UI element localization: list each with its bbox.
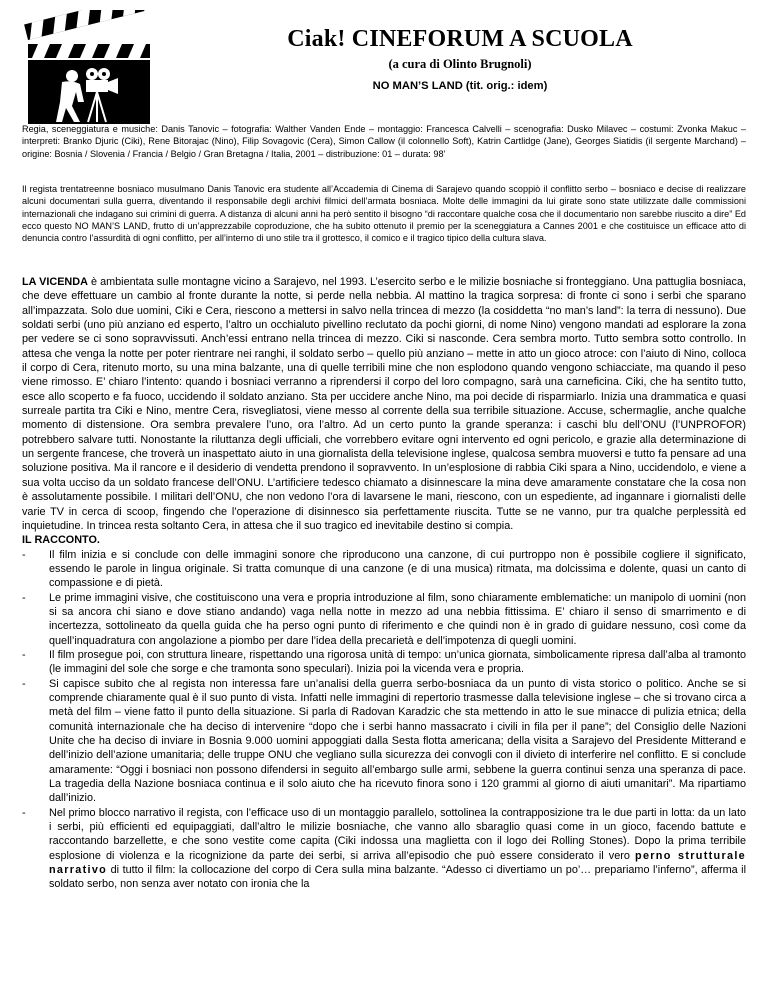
bullet-dash: -	[22, 648, 26, 661]
bullet-dash: -	[22, 806, 26, 819]
racconto-list	[22, 548, 746, 892]
film-title: NO MAN’S LAND (tit. orig.: idem)	[372, 80, 548, 92]
vicenda-heading: LA VICENDA	[22, 276, 88, 288]
clapperboard-cinema-logo-icon	[22, 10, 162, 126]
racconto-heading: IL RACCONTO	[22, 534, 97, 547]
bullet-dash: -	[22, 677, 26, 690]
vicenda-text: è ambientata sulle montagne vicino a Sarajevo, nel 1993. L’esercito serbo e le milizie bosniache si fronteggiano. Una pattuglia bosniaca, che deve effettuare un cambio al fronte durante la notte, si perde nella nebbia. Al mattino la tragica sorpresa: di fronte ci sono i serbi che sparano all’impazzata. Solo due uomini, Ciki e Cera, riescono a mettersi in salvo nella trincea di mezzo (la cosiddetta “no man’s land”: la terra di nessuno). Due soldati serbi (uno più anziano ed esperto, l’altro un occhialuto pivellino reclutato da pochi giorni, di nome Nino) vengono mandati ad esplorare la zona per vedere se ci sono sopravvissuti. Anch’essi entrano nella trincea di mezzo. Ciki si nasconde. Cera sembra morto. Tutto sembra sotto controllo. In attesa che venga la notte per poter rientrare nei ranghi, il soldato serbo – quello più anziano – mette in atto un gioco atroce: con l’aiuto di Nino, colloca il corpo di Cera, ritenuto morto, su una mina balzante, una di quelle terribili mine che non esplodono quando vengono schiacciate, ma quando il peso viene rimosso. E’ chiaro l’intento: quando i bosniaci verranno a riprendersi il corpo del loro compagno, sarà una carneficina. Ciki, che ha sentito tutto, esce allo scoperto e fa fuoco, uccidendo il soldato anziano. Sta per uccidere anche Nino, ma poi decide di risparmiarlo. Inizia una drammatica e quasi surreale partita tra Ciki e Nino, mentre Cera, risvegliatosi, viene messo al corrente della sua terribile situazione. Accuse, schermaglie, anche qualche momento di distensione. Ora sembra prevalere l’uno, ora l’altro. Ad un certo punto la grande speranza: i caschi blu dell’ONU (l’UNPROFOR) potrebbero salvare tutti. Nonostante la riluttanza degli ufficiali, che vorrebbero evitare ogni intervento ed ogni pericolo, e grazie alla determinazione di un sergente francese, che troverà un inaspettato aiuto in una giornalista della televisione inglese, qualcosa sembra muoversi e tutto fa pensare ad una soluzione positiva. Ma il rancore e il desiderio di vendetta prendono il sopravvento. In un’esplosione di rabbia Ciki spara a Nino, uccidendolo, e viene a sua volta ucciso da un soldato francese dell’ONU. L’artificiere tedesco chiamato a disinnescare la mina deve amaramente constatare che la cosa non è assolutamente possibile. I militari dell’ONU, che non vedono l’ora di lavarsene le mani, riescono, con un espediente, ad ingannare i giornalisti delle varie TV in cerca di scoop, fingendo che l’operazione di disinnesco sia perfettamente riuscita. Tutte se ne vanno, pur tra qualche perplessità ed inquietudine. In trincea resta soltanto Cera, in attesa che il suo tragico ed inevitabile destino si compia.	[22, 276, 746, 532]
racconto-heading-line: IL RACCONTO.	[22, 534, 100, 547]
bullet-dash: -	[22, 548, 26, 561]
author-subtitle: (a cura di Olinto Brugnoli)	[388, 57, 532, 71]
director-introduction: Il regista trentatreenne bosniaco musulmano Danis Tanovic era studente all’Accademia di Cinema di Sarajevo quando scoppiò il conflitto serbo – bosniaco e decise di realizzare alcuni documentari sulla guerra, diventando il responsabile degli archivi filmici dell’armata bosniaca. Molte delle immagini da lui girate sono state utilizzate dalle commissioni internazionali che indagano sui crimini di guerra. A distanza di alcuni anni ha però sentito il bisogno “di raccontare qualche cosa che il documentario non sarebbe riuscito a dire” Ed ecco questo NO MAN’S LAND, frutto di un’apprezzabile coproduzione, che ha subito ottenuto il premio per la sceneggiatura a Cannes 2001 e che costituisce un efficace atto di denuncia contro l’assurdità di ogni conflitto, per all’interno di uno stile tra il grottesco, il comico e il tragico tipico della cultura slava.	[22, 184, 746, 244]
page-title: Ciak! CINEFORUM A SCUOLA	[287, 26, 633, 52]
list-item: - Il film inizia e si conclude con delle immagini sonore che riproducono una canzone, di cui purtroppo non è possibile cogliere il significato, essendo le parole in lingua originale. Si tratta comunque di una canzone (e di una musica) ritmata, ma dolcissima e dolente, quasi un canto di compassione e di pietà.	[22, 548, 746, 590]
list-item: - Il film prosegue poi, con struttura lineare, rispettando una rigorosa unità di tempo: un’unica giornata, simbolicamente ripresa dall’alba al tramonto (le immagini del sole che sorge e che tramonta sono speculari). Inizia poi la vicenda vera e propria.	[22, 648, 746, 676]
vicenda-paragraph	[22, 275, 746, 533]
list-item: - Le prime immagini visive, che costituiscono una vera e propria introduzione al film, sono chiaramente emblematiche: un manipolo di uomini (non si sa ancora chi siano e dove stiano andando) vaga nella notte in mezzo ad una nebbia fittissima. E’ chiaro il senso di smarrimento e di incertezza, sottolineato da quella guida che ha perso ogni punto di riferimento e che quindi non è in grado di guidare nessuno, così come da quell’inquadratura con angolazione a piombo per dare l’idea della precarietà e dell’impotenza di quegli uomini.	[22, 591, 746, 647]
article-body	[22, 275, 746, 892]
bullet-dash: -	[22, 591, 26, 604]
emphasis-text: perno strutturale narrativo	[49, 849, 746, 877]
film-credits: Regia, sceneggiatura e musiche: Danis Tanovic – fotografia: Walther Vanden Ende – montaggio: Francesca Calvelli – scenografia: Dusko Milavec – costumi: Zvonka Makuc – interpreti: Branko Djuric (Ciki), Rene Bitorajac (Nino), Filip Sovagovic (Cera), Simon Callow (il colonnello Soft), Katrin Cartlidge (Jane), Georges Siatidis (il sergente Marchand) – origine: Bosnia / Slovenia / Francia / Belgio / Gran Bretagna / Italia, 2001 – distribuzione: 01 – durata: 98’	[22, 124, 746, 159]
list-item: - Nel primo blocco narrativo il regista, con l’efficace uso di un montaggio parallelo, sottolinea la contrapposizione tra le due parti in lotta: da un lato i serbi, più efficienti ed equipaggiati, dall’altro le milizie bosniache, che vanno allo sbaraglio quasi come in un gioco, facendo battute e raccontando barzellette, e che sono vestite come capita (Ciki indossa una maglietta con il logo dei Rolling Stones). Dopo la prima terribile esplosione di violenza e la ricognizione da parte dei serbi, si arriva all’episodio che può essere considerato il vero perno strutturale narrativo di tutto il film: la collocazione del corpo di Cera sulla mina balzante. “Adesso ci divertiamo un po’… prepariamo l’inferno”, afferma il soldato serbo, non senza aver notato con ironia che la	[22, 806, 746, 891]
list-item: - Si capisce subito che al regista non interessa fare un’analisi della guerra serbo-bosniaca da un punto di vista storico o politico. Anche se si comprende chiaramente qual è il suo punto di vista. Infatti nelle immagini di repertorio trasmesse dalla televisione inglese – che si trovano circa a metà del film – viene fatto il punto della situazione. Si parla di Radovan Karadzic che sta mettendo in atto le sue minacce di pulizia etnica; della comunità internazionale che ha deciso di intervenire “dopo che i serbi hanno massacrato i civili in fila per il pane”; del Consiglio delle Nazioni Unite che ha deciso di inviare in Bosnia 9.000 uomini appoggiati dalla Sesta flotta americana; della visita a Sarajevo del Presidente Mitterand e dell’inizio dell’azione umanitaria; delle truppe ONU che vegliano sulla sicurezza dei convogli con il divieto di interferire nel conflitto. E si conclude amaramente: “Oggi i bosniaci non possono difendersi in seguito all’embargo sulle armi, sebbene la guerra continui senza una speranza di pace. La tragedia della Nazione bosniaca continua e il solo aiuto che ha ricevuto finora sono i 120 grammi al giorno di aiuti umanitari”. Ma ripartiamo dall’inizio.	[22, 677, 746, 805]
